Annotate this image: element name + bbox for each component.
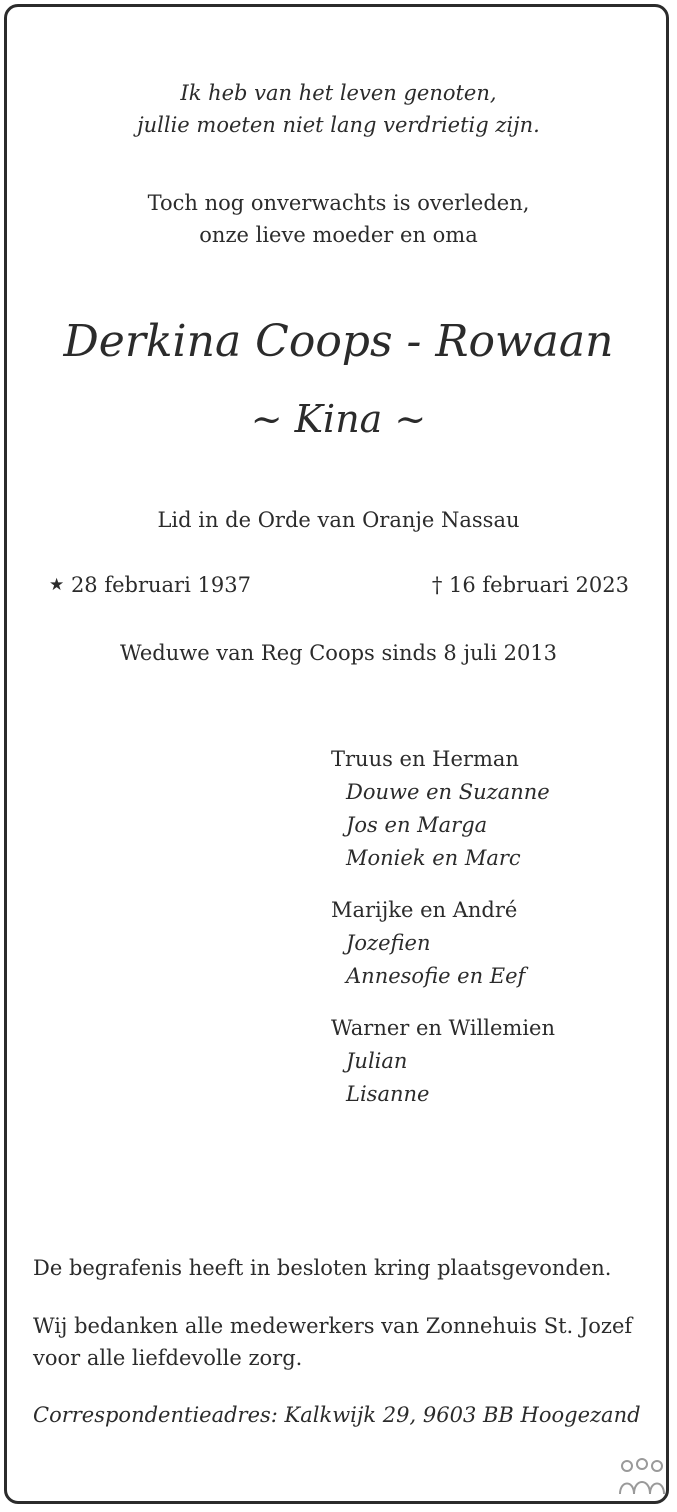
family-parents: Truus en Herman xyxy=(331,747,519,771)
family-group-1 xyxy=(331,743,550,875)
widow-line: Weduwe van Reg Coops sinds 8 juli 2013 xyxy=(119,641,558,665)
family-group-3 xyxy=(331,1012,555,1111)
death-date: 16 februari 2023 xyxy=(449,573,629,597)
intro-line-2: onze lieve moeder en oma xyxy=(199,223,478,247)
family-child: Jos en Marga xyxy=(346,813,488,837)
family-child: Lisanne xyxy=(346,1082,430,1106)
people-group-icon xyxy=(618,1458,666,1496)
thanks-line-2: voor alle liefdevolle zorg. xyxy=(33,1346,303,1370)
family-child: Julian xyxy=(346,1049,408,1073)
family-child: Jozefien xyxy=(346,931,431,955)
family-parents: Marijke en André xyxy=(331,898,518,922)
correspondence-address: Correspondentieadres: Kalkwijk 29, 9603 BB Hoogezand xyxy=(33,1403,641,1427)
star-icon: ★ xyxy=(49,575,65,595)
cross-icon: † xyxy=(431,573,443,597)
death-date-line xyxy=(432,570,629,600)
nickname: ~ Kina ~ xyxy=(250,397,427,441)
family-parents: Warner en Willemien xyxy=(331,1016,555,1040)
family-group-2 xyxy=(331,894,525,993)
family-child: Moniek en Marc xyxy=(346,846,521,870)
poem-line-2: jullie moeten niet lang verdrietig zijn. xyxy=(137,113,540,137)
funeral-notice: De begrafenis heeft in besloten kring plaatsgevonden. xyxy=(33,1256,612,1280)
family-child: Annesofie en Eef xyxy=(346,964,526,988)
family-child: Douwe en Suzanne xyxy=(346,780,550,804)
birth-date: 28 februari 1937 xyxy=(70,573,251,597)
thanks-line-1: Wij bedanken alle medewerkers van Zonnehuis St. Jozef xyxy=(33,1314,633,1338)
intro-line-1: Toch nog onverwachts is overleden, xyxy=(147,191,530,215)
birth-date-line xyxy=(49,570,251,600)
poem-line-1: Ik heb van het leven genoten, xyxy=(180,81,497,105)
deceased-name: Derkina Coops - Rowaan xyxy=(63,316,614,367)
honor-line: Lid in de Orde van Oranje Nassau xyxy=(157,508,520,532)
